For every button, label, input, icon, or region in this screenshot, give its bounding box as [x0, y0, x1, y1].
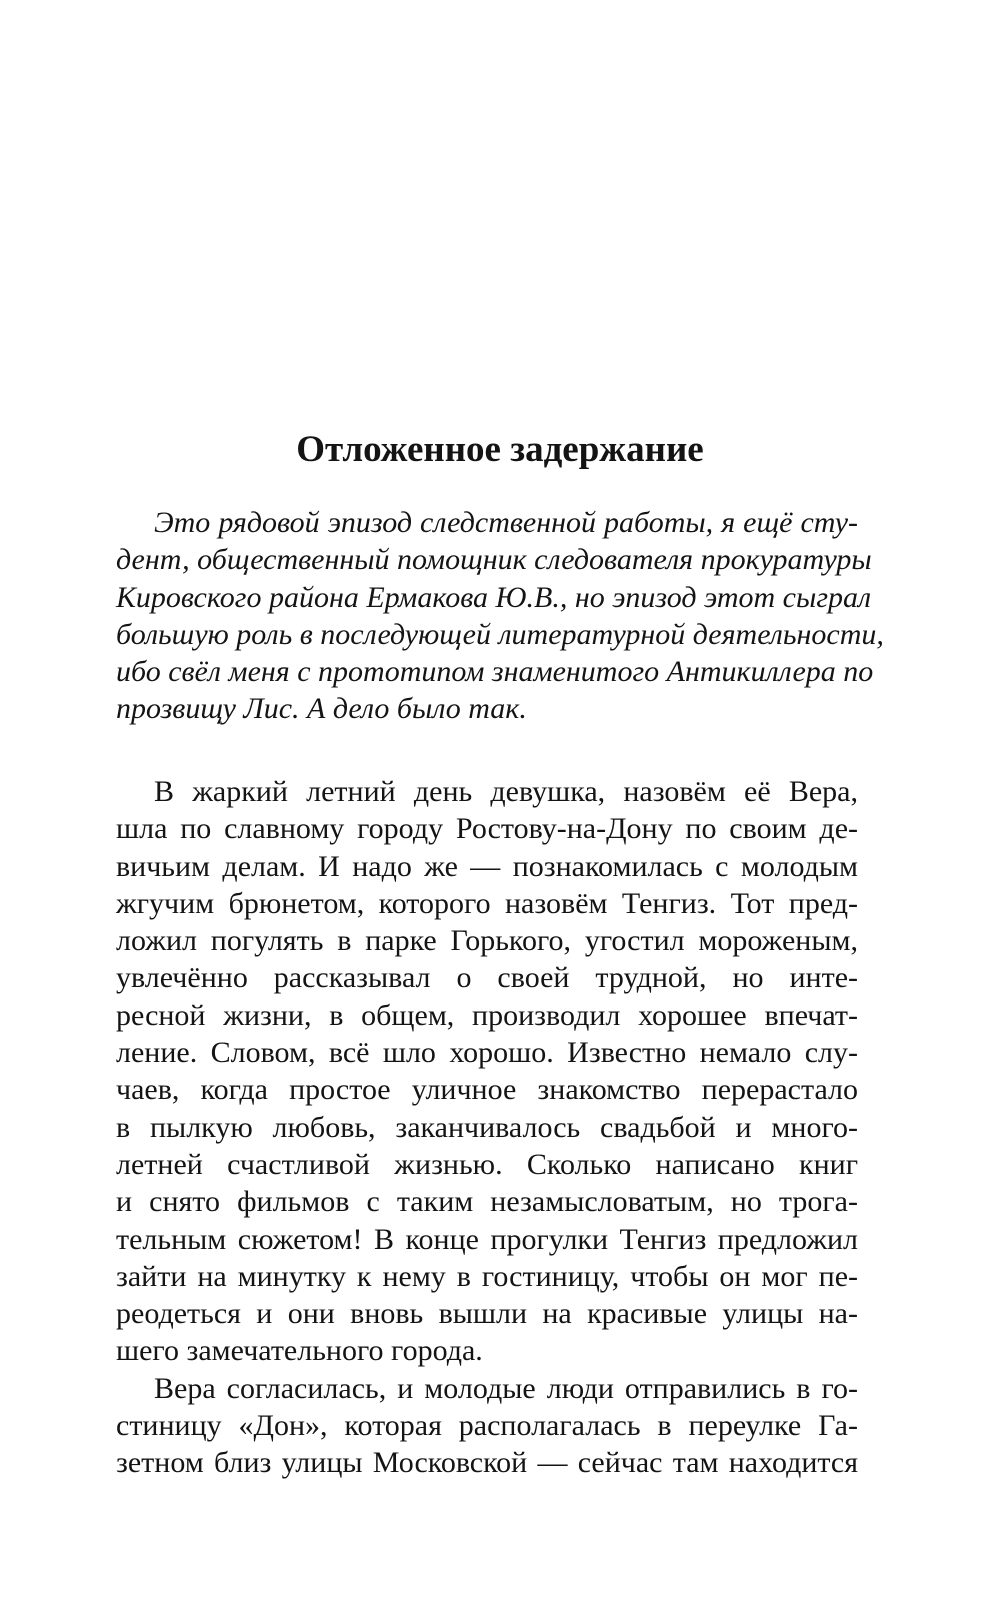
text-line: чаев, когда простое уличное знакомство перерастало: [116, 1073, 858, 1107]
text-line: стиницу «Дон», которая располагалась в переулке Га-: [116, 1409, 858, 1443]
chapter-title: Отложенное задержание: [296, 429, 704, 470]
paragraph-2: [116, 1370, 858, 1482]
text-line: В жаркий летний день девушка, назовём её Вера,: [154, 775, 858, 808]
epigraph-line: большую роль в последующей литературной деятельности,: [116, 617, 884, 651]
text-line: зайти на минутку к нему в гостиницу, чтобы он мог пе-: [116, 1259, 858, 1293]
epigraph-line: ибо свёл меня с прототипом знаменитого Антикиллера по: [116, 655, 874, 689]
text-line: шла по славному городу Ростову-на-Дону по своим де-: [116, 812, 858, 846]
text-line: в пылкую любовь, заканчивалось свадьбой и много-: [116, 1110, 858, 1144]
epigraph-line: прозвищу Лис. А дело было так.: [116, 692, 527, 726]
paragraph-1: [116, 773, 858, 1370]
text-line: и снято фильмов с таким незамысловатым, но трога-: [116, 1185, 858, 1219]
text-line: увлечённо рассказывал о своей трудной, но инте-: [116, 961, 858, 995]
text-line: шего замечательного города.: [116, 1334, 483, 1368]
epigraph-line: дент, общественный помощник следователя прокуратуры: [116, 543, 872, 577]
epigraph: [116, 504, 884, 728]
epigraph-line: Кировского района Ермакова Ю.В., но эпизод этот сыграл: [116, 580, 872, 614]
text-line: Вера согласилась, и молодые люди отправились в го-: [154, 1371, 858, 1405]
text-line: реодеться и они вновь вышли на красивые улицы на-: [116, 1297, 858, 1331]
epigraph-line: Это рядовой эпизод следственной работы, я ещё сту-: [154, 506, 858, 539]
text-line: зетном близ улицы Московской — сейчас там находится: [116, 1446, 858, 1480]
text-line: ресной жизни, в общем, производил хорошее впечат-: [116, 998, 858, 1032]
text-line: ление. Словом, всё шло хорошо. Известно немало слу-: [116, 1036, 858, 1070]
body-text: [116, 773, 858, 1482]
text-line: жгучим брюнетом, которого назовём Тенгиз. Тот пред-: [116, 886, 858, 920]
text-line: тельным сюжетом! В конце прогулки Тенгиз предложил: [116, 1222, 858, 1256]
text-line: летней счастливой жизнью. Сколько написано книг: [116, 1147, 858, 1181]
text-line: ложил погулять в парке Горького, угостил мороженым,: [116, 924, 858, 958]
text-line: вичьим делам. И надо же — познакомилась с молодым: [116, 849, 858, 883]
